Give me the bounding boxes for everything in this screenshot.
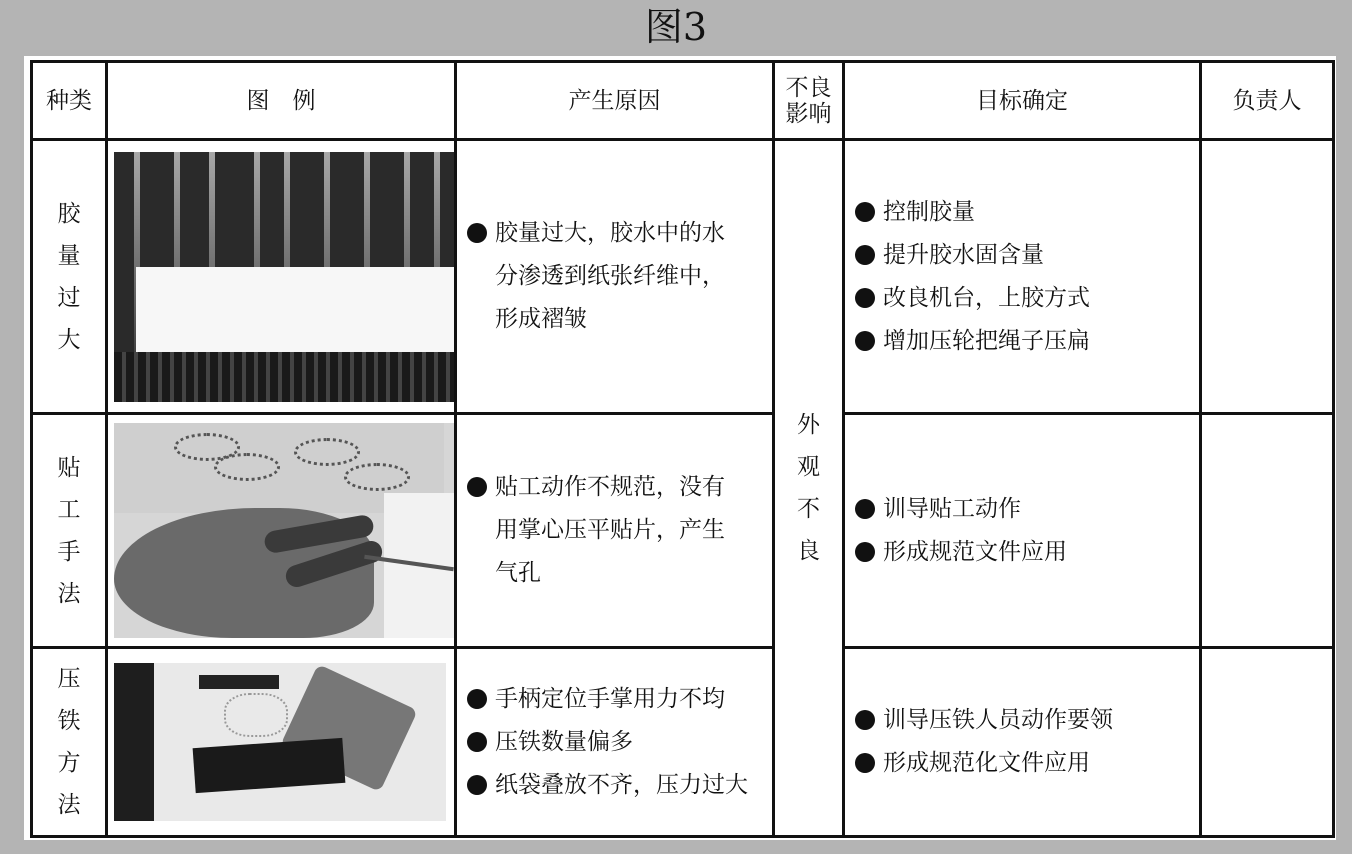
impact-char: 不 xyxy=(797,496,820,522)
figure-title: 图3 xyxy=(644,5,708,49)
cause-item: 贴工动作不规范，没有 用掌心压平贴片，产生 气孔 xyxy=(467,466,772,595)
header-impact-line2: 影响 xyxy=(785,100,832,127)
type-char: 方 xyxy=(57,750,81,776)
target-cell xyxy=(844,648,1201,837)
cause-item: 胶量过大，胶水中的水 分渗透到纸张纤维中， 形成褶皱 xyxy=(467,212,772,341)
type-char: 量 xyxy=(57,242,81,269)
header-owner: 负责人 xyxy=(1201,62,1334,140)
target-cell xyxy=(844,140,1201,414)
table-row xyxy=(32,414,1334,648)
bullet-icon xyxy=(855,202,875,222)
target-item: 增加压轮把绳子压扁 xyxy=(855,320,1199,363)
type-char: 法 xyxy=(57,580,81,607)
target-item: 改良机台，上胶方式 xyxy=(855,277,1199,320)
target-item: 控制胶量 xyxy=(855,191,1199,234)
table-frame xyxy=(24,56,1336,840)
header-cause: 产生原因 xyxy=(456,62,774,140)
target-item: 提升胶水固含量 xyxy=(855,234,1199,277)
type-cell xyxy=(32,414,107,648)
glue-excess-photo xyxy=(114,152,454,402)
type-cell xyxy=(32,140,107,414)
bullet-icon xyxy=(467,775,487,795)
type-char: 胶 xyxy=(57,200,81,227)
bullet-icon xyxy=(467,732,487,752)
example-image-cell xyxy=(107,648,456,837)
defect-analysis-table xyxy=(30,60,1335,838)
type-char: 手 xyxy=(57,538,81,565)
cause-item: 纸袋叠放不齐，压力过大 xyxy=(467,764,772,807)
type-char: 压 xyxy=(57,666,81,692)
bullet-icon xyxy=(855,331,875,351)
bullet-icon xyxy=(855,499,875,519)
table-row xyxy=(32,648,1334,837)
type-cell xyxy=(32,648,107,837)
header-impact xyxy=(774,62,844,140)
bullet-icon xyxy=(855,753,875,773)
hand-pasting-photo xyxy=(114,423,454,638)
cause-cell xyxy=(456,648,774,837)
cause-cell xyxy=(456,414,774,648)
header-type: 种类 xyxy=(32,62,107,140)
header-impact-line1: 不良 xyxy=(785,74,832,101)
impact-char: 良 xyxy=(797,538,820,564)
header-example: 图 例 xyxy=(107,62,456,140)
header-row xyxy=(32,62,1334,140)
owner-cell[interactable] xyxy=(1201,140,1334,414)
cause-item: 压铁数量偏多 xyxy=(467,721,772,764)
type-char: 贴 xyxy=(57,454,81,481)
bullet-icon xyxy=(467,689,487,709)
bullet-icon xyxy=(855,245,875,265)
bullet-icon xyxy=(467,477,487,497)
target-item: 形成规范化文件应用 xyxy=(855,742,1199,785)
owner-cell[interactable] xyxy=(1201,414,1334,648)
cause-cell xyxy=(456,140,774,414)
example-image-cell xyxy=(107,414,456,648)
type-char: 铁 xyxy=(57,708,81,734)
target-item: 训导压铁人员动作要领 xyxy=(855,699,1199,742)
bullet-icon xyxy=(467,223,487,243)
bullet-icon xyxy=(855,710,875,730)
example-image-cell xyxy=(107,140,456,414)
cause-item: 手柄定位手掌用力不均 xyxy=(467,678,772,721)
impact-char: 观 xyxy=(797,454,820,480)
type-char: 工 xyxy=(57,496,81,523)
type-char: 法 xyxy=(57,792,81,818)
header-target: 目标确定 xyxy=(844,62,1201,140)
bullet-icon xyxy=(855,542,875,562)
type-char: 大 xyxy=(57,326,81,353)
impact-char: 外 xyxy=(797,412,820,438)
press-iron-photo xyxy=(114,663,446,821)
target-item: 形成规范文件应用 xyxy=(855,531,1199,574)
type-char: 过 xyxy=(57,284,81,311)
owner-cell[interactable] xyxy=(1201,648,1334,837)
bullet-icon xyxy=(855,288,875,308)
table-row xyxy=(32,140,1334,414)
impact-cell xyxy=(774,140,844,837)
target-item: 训导贴工动作 xyxy=(855,488,1199,531)
target-cell xyxy=(844,414,1201,648)
